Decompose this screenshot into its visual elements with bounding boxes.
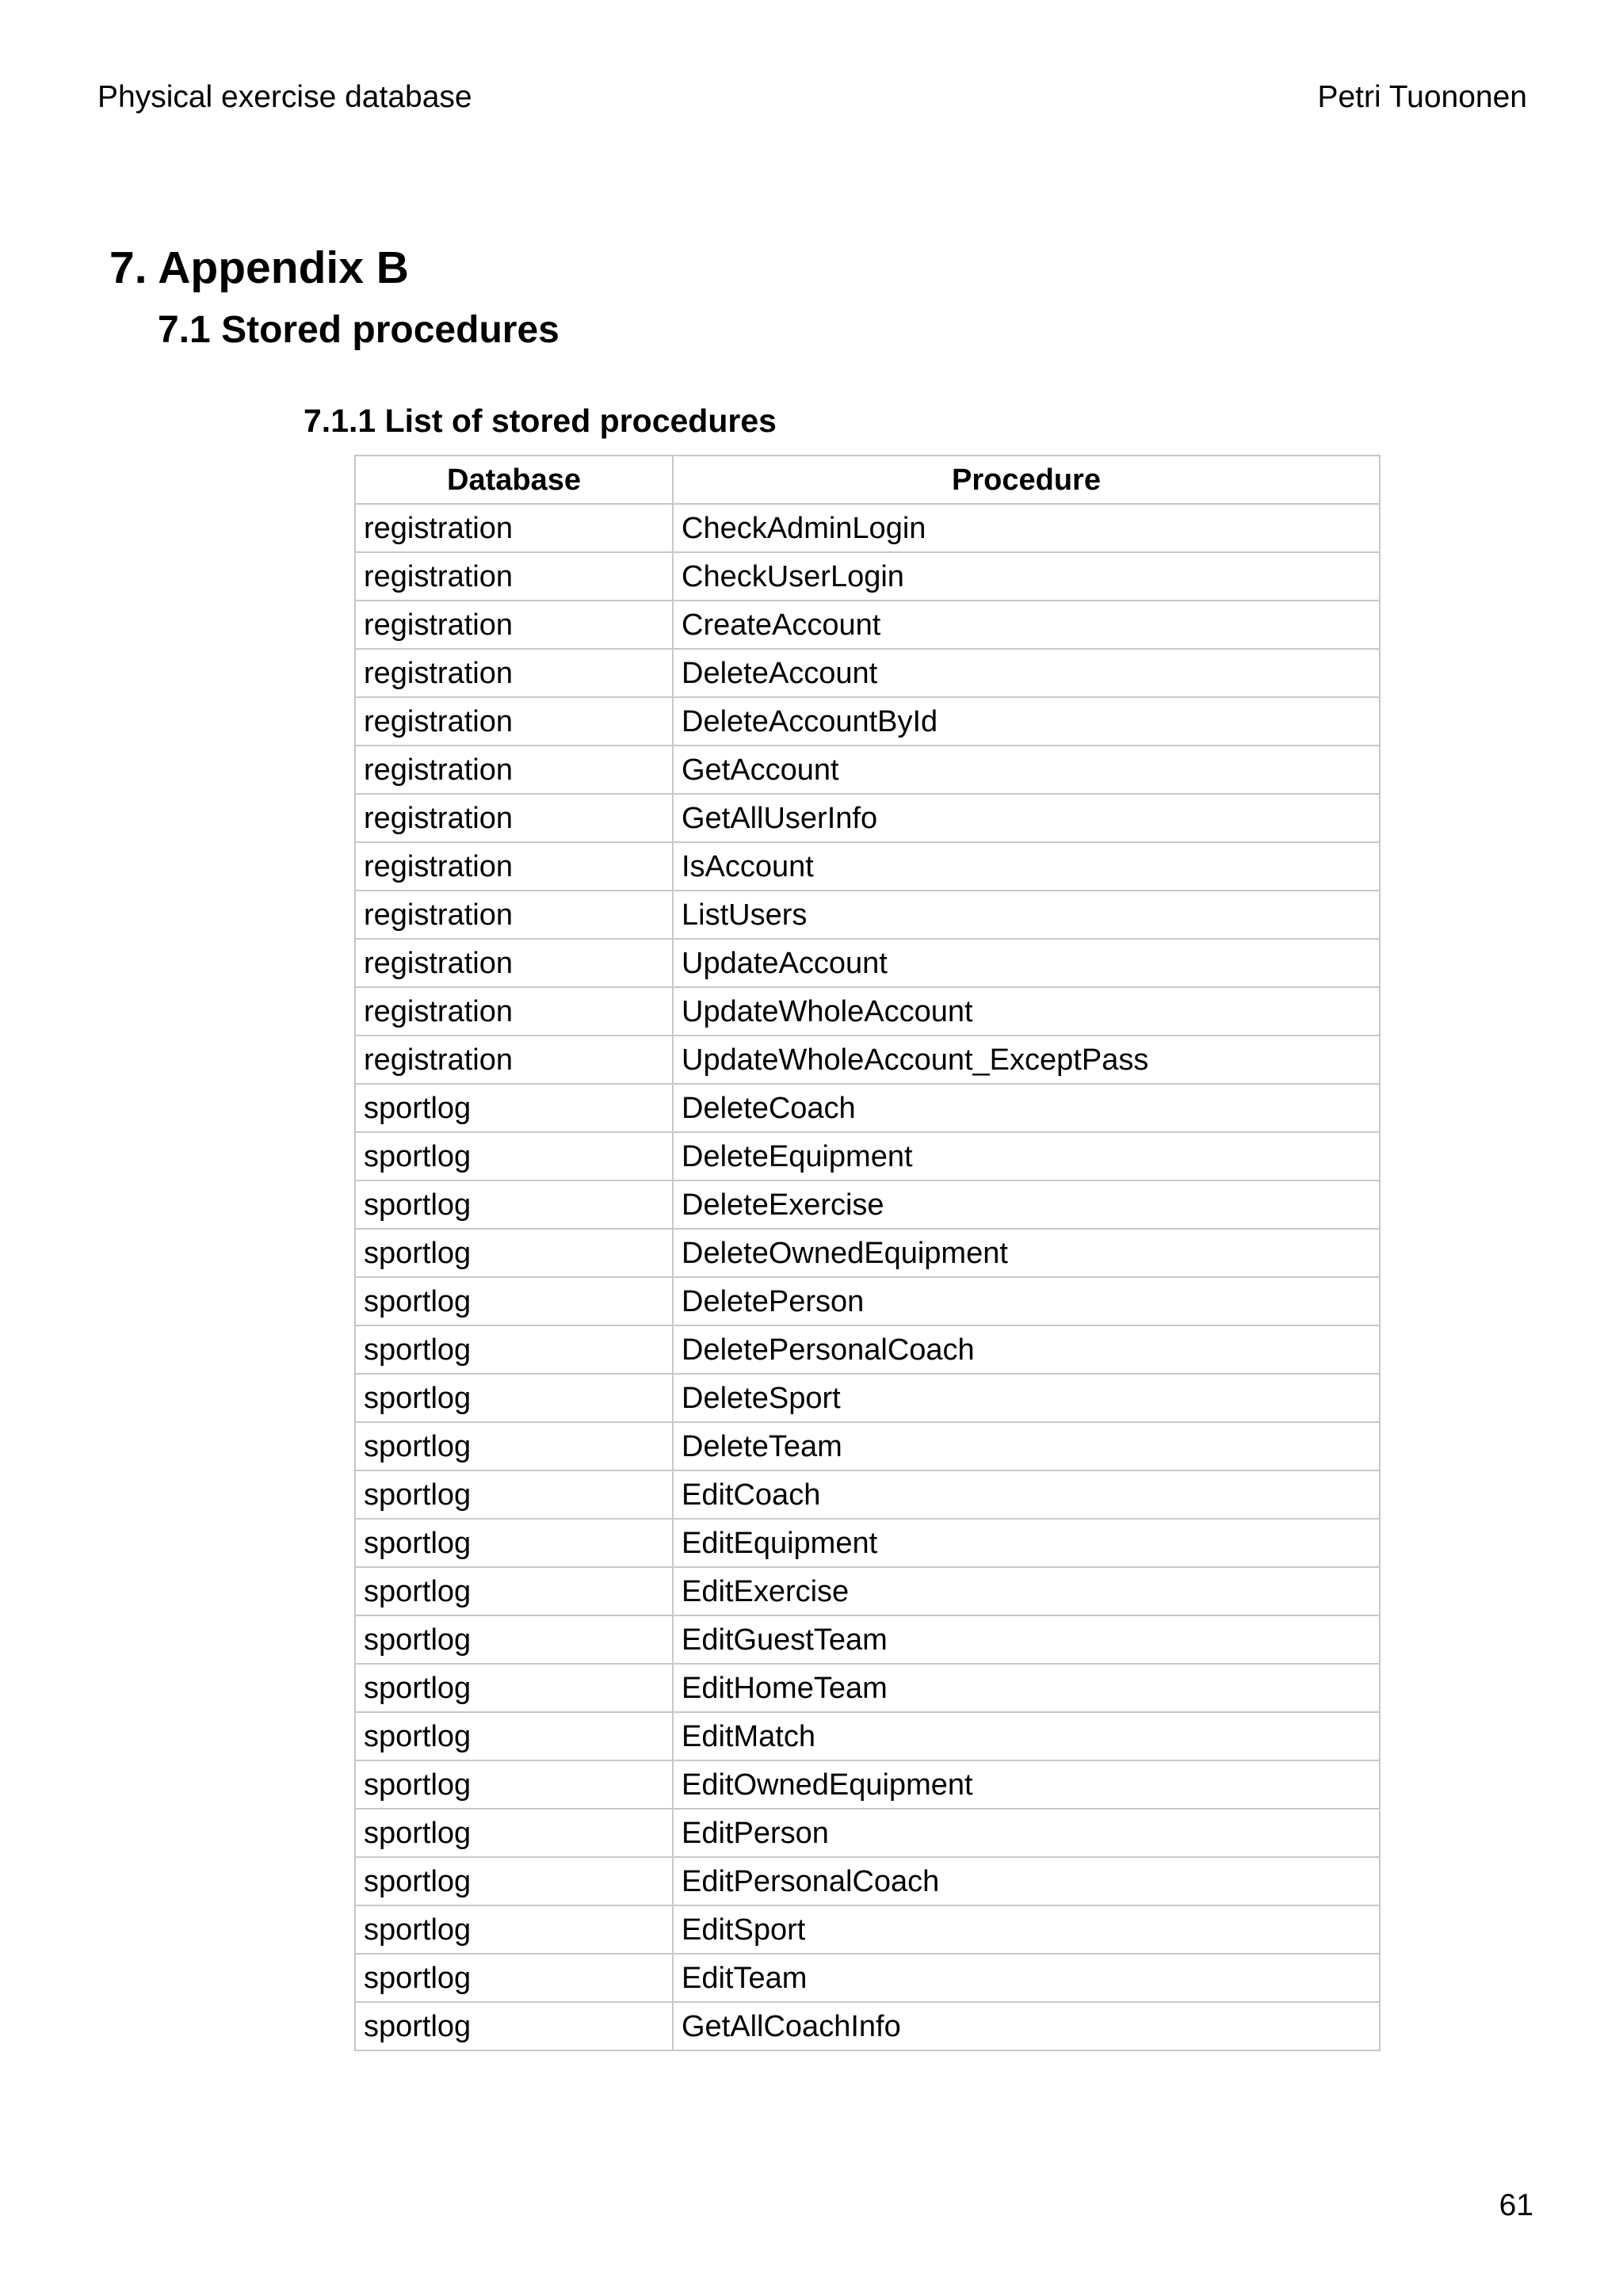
cell-procedure: DeletePerson (673, 1277, 1380, 1325)
cell-procedure: DeletePersonalCoach (673, 1325, 1380, 1374)
table-row (355, 1084, 1380, 1132)
cell-database: sportlog (355, 1470, 673, 1519)
cell-procedure: GetAccount (673, 746, 1380, 794)
cell-procedure: EditEquipment (673, 1519, 1380, 1567)
cell-procedure: EditGuestTeam (673, 1615, 1380, 1664)
column-header-database: Database (355, 456, 673, 504)
table-body (355, 504, 1380, 2050)
cell-database: sportlog (355, 1857, 673, 1905)
cell-database: registration (355, 939, 673, 987)
table-row (355, 891, 1380, 939)
appendix-heading: 7. Appendix B (109, 242, 409, 293)
cell-database: sportlog (355, 1567, 673, 1615)
cell-database: sportlog (355, 1615, 673, 1664)
table-row (355, 1470, 1380, 1519)
section-heading: 7.1 Stored procedures (158, 309, 559, 351)
cell-procedure: DeleteTeam (673, 1422, 1380, 1470)
cell-procedure: GetAllCoachInfo (673, 2002, 1380, 2050)
cell-database: sportlog (355, 1084, 673, 1132)
cell-procedure: EditOwnedEquipment (673, 1760, 1380, 1809)
table-row (355, 1229, 1380, 1277)
cell-database: registration (355, 746, 673, 794)
table-row (355, 987, 1380, 1035)
table-row (355, 794, 1380, 842)
table-row (355, 939, 1380, 987)
cell-database: registration (355, 794, 673, 842)
cell-procedure: EditTeam (673, 1954, 1380, 2002)
table-row (355, 842, 1380, 891)
cell-database: sportlog (355, 1954, 673, 2002)
cell-procedure: DeleteEquipment (673, 1132, 1380, 1180)
cell-database: registration (355, 842, 673, 891)
table-row (355, 1422, 1380, 1470)
table-row (355, 1664, 1380, 1712)
running-header-author: Petri Tuononen (1317, 80, 1527, 114)
table-row (355, 1035, 1380, 1084)
cell-procedure: DeleteAccountById (673, 697, 1380, 746)
cell-database: sportlog (355, 1809, 673, 1857)
table-row (355, 1760, 1380, 1809)
table-row (355, 1180, 1380, 1229)
cell-database: sportlog (355, 1760, 673, 1809)
subsection-heading: 7.1.1 List of stored procedures (304, 402, 777, 439)
page-number: 61 (1499, 2188, 1533, 2222)
running-header-title: Physical exercise database (97, 80, 472, 114)
cell-procedure: UpdateWholeAccount (673, 987, 1380, 1035)
cell-database: registration (355, 891, 673, 939)
table-row (355, 1567, 1380, 1615)
cell-database: registration (355, 1035, 673, 1084)
table-row (355, 2002, 1380, 2050)
cell-procedure: EditSport (673, 1905, 1380, 1954)
cell-database: sportlog (355, 1180, 673, 1229)
cell-procedure: DeleteCoach (673, 1084, 1380, 1132)
table-row (355, 1374, 1380, 1422)
cell-procedure: UpdateAccount (673, 939, 1380, 987)
cell-procedure: EditExercise (673, 1567, 1380, 1615)
cell-database: sportlog (355, 1374, 673, 1422)
cell-procedure: ListUsers (673, 891, 1380, 939)
table-row (355, 697, 1380, 746)
cell-database: sportlog (355, 1905, 673, 1954)
cell-database: registration (355, 601, 673, 649)
table-row (355, 649, 1380, 697)
table-row (355, 1132, 1380, 1180)
cell-procedure: CheckAdminLogin (673, 504, 1380, 552)
cell-database: registration (355, 987, 673, 1035)
cell-procedure: DeleteOwnedEquipment (673, 1229, 1380, 1277)
cell-procedure: EditCoach (673, 1470, 1380, 1519)
table-row (355, 1615, 1380, 1664)
cell-procedure: EditPerson (673, 1809, 1380, 1857)
table-row (355, 1954, 1380, 2002)
cell-database: registration (355, 697, 673, 746)
cell-database: sportlog (355, 1422, 673, 1470)
table-row (355, 552, 1380, 601)
table-row (355, 601, 1380, 649)
table-row (355, 1857, 1380, 1905)
cell-procedure: CheckUserLogin (673, 552, 1380, 601)
table-header-row (355, 456, 1380, 504)
cell-procedure: CreateAccount (673, 601, 1380, 649)
table-row (355, 1325, 1380, 1374)
table-row (355, 1712, 1380, 1760)
cell-procedure: UpdateWholeAccount_ExceptPass (673, 1035, 1380, 1084)
cell-database: sportlog (355, 1277, 673, 1325)
cell-procedure: GetAllUserInfo (673, 794, 1380, 842)
cell-database: registration (355, 504, 673, 552)
cell-procedure: DeleteAccount (673, 649, 1380, 697)
cell-database: sportlog (355, 2002, 673, 2050)
cell-procedure: DeleteSport (673, 1374, 1380, 1422)
cell-procedure: EditPersonalCoach (673, 1857, 1380, 1905)
table-row (355, 504, 1380, 552)
cell-procedure: EditMatch (673, 1712, 1380, 1760)
cell-procedure: DeleteExercise (673, 1180, 1380, 1229)
cell-procedure: IsAccount (673, 842, 1380, 891)
table-row (355, 1809, 1380, 1857)
cell-database: sportlog (355, 1229, 673, 1277)
cell-database: registration (355, 552, 673, 601)
table-row (355, 1277, 1380, 1325)
table-row (355, 1519, 1380, 1567)
cell-database: sportlog (355, 1712, 673, 1760)
stored-procedures-table (354, 455, 1381, 2051)
table-row (355, 1905, 1380, 1954)
table-row (355, 746, 1380, 794)
cell-database: registration (355, 649, 673, 697)
cell-database: sportlog (355, 1325, 673, 1374)
cell-database: sportlog (355, 1132, 673, 1180)
cell-database: sportlog (355, 1664, 673, 1712)
cell-database: sportlog (355, 1519, 673, 1567)
cell-procedure: EditHomeTeam (673, 1664, 1380, 1712)
column-header-procedure: Procedure (673, 456, 1380, 504)
